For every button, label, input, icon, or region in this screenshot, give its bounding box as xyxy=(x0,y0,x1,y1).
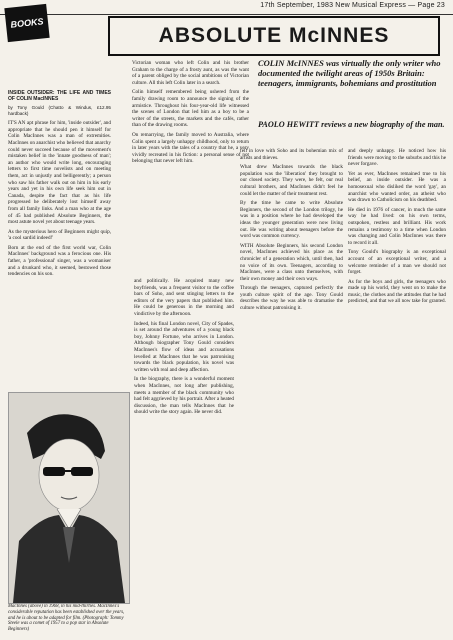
column-4 xyxy=(348,148,446,632)
book-meta: by Tony Gould (Chatto & Windus, £12.95 hardback) xyxy=(8,105,111,116)
page-header xyxy=(0,0,453,15)
paragraph: Indeed, his final London novel, City of Spades, is set around the adventures of a young black boy, Johnny Fortune, who arrives in London. Although biographer Tony Gould considers MacInnes's flow of ideas and accusations levelled at MacInnes that he was patronising towards the black population, his novel was written with real and deep affection. xyxy=(134,320,234,373)
paragraph: and politically. He acquired many new boyfriends, was a frequent visitor to the coffee bars of Soho, and sent stinging letters to the editors of the very papers that published him. He could be generous in the morning and vindictive by the afternoon. xyxy=(134,278,234,317)
book-title: INSIDE OUTSIDER: THE LIFE AND TIMES OF COLIN MacINNES xyxy=(8,90,111,102)
paragraph: Tony Gould's biography is an exceptional account of an exceptional writer, and a welcome reminder of a man we should not forget. xyxy=(348,249,446,276)
paragraph: As for the boys and girls, the teenagers who made up his world, they went on to make the music, the clothes and the attitudes that he had predicted, and that we all now take for granted. xyxy=(348,278,446,305)
paragraph: IT'S AN apt phrase for him, 'inside outsider', and appropriate that he should pen it himself for Colin MacInnes was a man of extremities. MacInnes on anarchist who believed that anarchy could never succeed because of the movement's mistaken belief in the 'innate goodness of man'; an author who would write long, encouraging letters to first time novelists and on meeting them, act in unjustly and belligerently; a person who saw his father walk out on him in his early years and yet in his own life seek him out in Canada, despite the fact that as his life progressed he deliberately lost himself away from all family links. And a man who at the age of 45 had published Absolute Beginners, the most astute novel yet about teenage years. xyxy=(8,120,111,226)
paragraph: Colin himself remembered being ushered from the family drawing room to announce the signing of the armistice. Throughout his four-year-old life witnessed the scenes of London that led him as a boy to be a writer of the streets, the markets and the cafés, rather than of the drawing rooms. xyxy=(132,89,249,129)
paragraph: fell in love with Soho and its bohemian mix of artists and thieves. xyxy=(240,148,343,161)
byline: PAOLO HEWITT reviews a new biography of the man. xyxy=(258,120,445,129)
books-section-logo xyxy=(4,4,49,42)
paragraph: By the time he came to write Absolute Beginners, the second of the London trilogy, he was in a position where he had developed the ideas the younger generation were now living out. He was writing about teenagers before the word was common currency. xyxy=(240,200,343,240)
standfirst: COLIN McINNES was virtually the only writer who documented the twilight areas of 1950s Britain: teenagers, immigrants, bohemians and prostitution xyxy=(258,58,441,88)
paragraph: As the mysterious hero of Beginners might quip, 'a cool sardid indeed!' xyxy=(8,228,111,242)
paragraph: and deeply unhappy. He noticed how his friends were moving to the suburbs and this he never forgave. xyxy=(348,148,446,168)
author-photo xyxy=(8,392,130,604)
middle-column xyxy=(132,60,249,272)
logo-text: BOOKS xyxy=(10,16,44,30)
portrait-illustration xyxy=(9,393,129,603)
paragraph: On remarrying, the family moved to Australia, where Colin spent a largely unhappy childhood, only to return in later years with the tales of a country that he, a very vividly recreated in his fiction: a personal sense of not belonging that never left him. xyxy=(132,131,249,165)
paragraph: Born at the end of the first world war, Colin MacInnes' background was a ferocious one. His father, a 'professional' singer, was a womaniser and a drunkard who, it seemed, bestowed those tendencies on his son. xyxy=(8,244,111,278)
paragraph: Through the teenagers, captured perfectly the youth culture spirit of the age. Tony Gould describes the way he was able to dramatise the culture without patronising it. xyxy=(240,285,343,312)
photo-caption: MacInnes (above) in 1968, in his mid-thirties. MacInnes's considerable reputation has been established over the years, and he is about to be adapted for film. (Photograph: Tommy Steele was a comet of 1957 to a pop star in Absolute Beginners) xyxy=(8,604,125,633)
paragraph: In the biography, there is a wonderful moment when MacInnes, not long after publishing, meets a member of the black community who had felt aggrieved by his portrait. After a heated discussion, the man tells MacInnes that he should write the story again. He never did. xyxy=(134,376,234,416)
article-title-box xyxy=(108,16,440,56)
left-column xyxy=(8,90,111,390)
dateline: 17th September, 1983 New Musical Express — Page 23 xyxy=(260,2,445,9)
paragraph: Victorian woman who left Colin and his brother Graham to the charge of a frosty aunt, as was the want of a parent obliged by the social ambitions of Victorian culture. All this left Colin later in a search. xyxy=(132,60,249,86)
column-2 xyxy=(134,278,234,632)
paragraph: What drew MacInnes towards the black population was the 'liberation' they brought to our closed society. They were, he felt, our real cultural brothers, and MacInnes didn't feel he could let the matter of their treatment rest. xyxy=(240,164,343,197)
paragraph: WITH Absolute Beginners, his second London novel, MacInnes achieved his place as the chronicler of a generation which, until then, had no voice of its own. Teenagers, according to MacInnes, were a class unto themselves, with their own money and their own ways. xyxy=(240,242,343,282)
paragraph: Yet as ever, MacInnes remained true to his belief, an inside outsider. He was a homosexual who disliked the word 'gay', an anarchist who wanted order, an atheist who was drawn to Catholicism on his deathbed. xyxy=(348,170,446,204)
paragraph: He died in 1976 of cancer, in much the same way he had lived: on his own terms, outspoken, restless and brilliant. His work remains a testimony to a time when London was changing and Colin MacInnes was there to record it all. xyxy=(348,206,446,246)
article-title: ABSOLUTE McINNES xyxy=(158,24,390,47)
column-3 xyxy=(240,148,343,632)
